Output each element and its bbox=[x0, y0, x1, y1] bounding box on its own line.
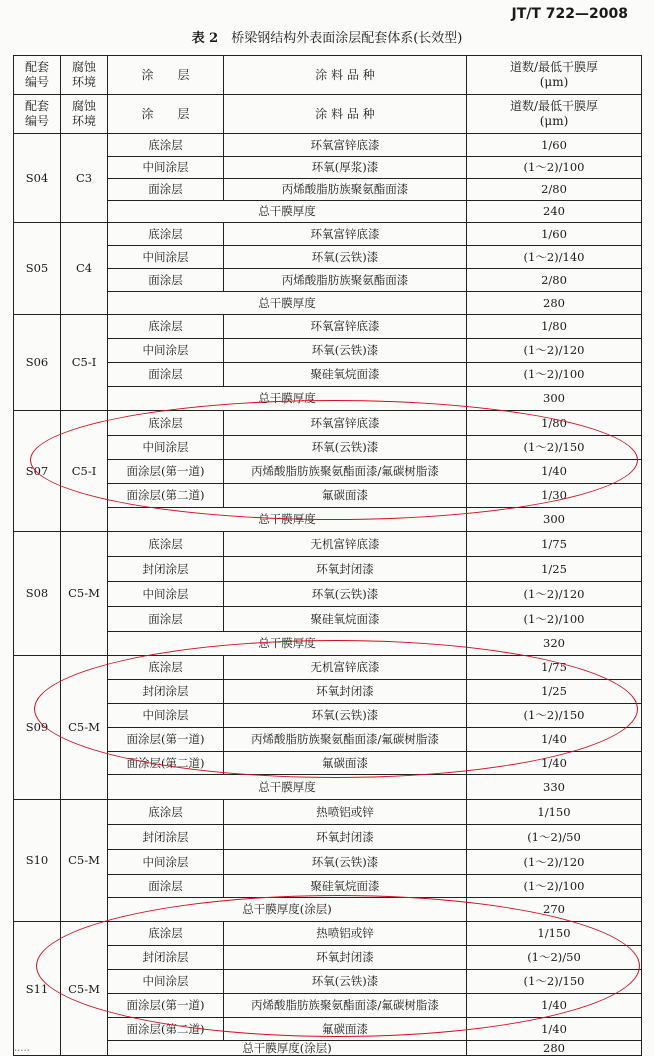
coating-layer: 面涂层 bbox=[108, 179, 224, 201]
coating-layer: 底涂层 bbox=[108, 315, 224, 339]
table-row bbox=[14, 607, 642, 632]
coats-thickness: (1～2)/120 bbox=[467, 582, 642, 607]
corrosion-env: C5-M bbox=[61, 922, 108, 1056]
coating-layer: 面涂层(第一道) bbox=[108, 994, 224, 1018]
header-product: 涂 料 品 种 bbox=[224, 56, 467, 95]
coats-thickness: (1～2)/120 bbox=[467, 339, 642, 363]
system-code: S06 bbox=[14, 315, 61, 411]
coating-layer: 面涂层(第二道) bbox=[108, 752, 224, 775]
total-thickness: 270 bbox=[467, 898, 642, 922]
total-label: 总干膜厚度 bbox=[108, 508, 467, 532]
coating-product: 环氧(云铁)漆 bbox=[224, 970, 467, 994]
header-env: 腐蚀 环境 bbox=[61, 56, 108, 95]
coating-product: 无机富锌底漆 bbox=[224, 656, 467, 680]
corrosion-env: C4 bbox=[61, 223, 108, 315]
coats-thickness: 1/75 bbox=[467, 532, 642, 557]
coating-layer: 中间涂层 bbox=[108, 704, 224, 728]
coating-product: 丙烯酸脂肪族聚氨酯面漆 bbox=[224, 269, 467, 292]
coating-layer: 底涂层 bbox=[108, 656, 224, 680]
system-code: S10 bbox=[14, 800, 61, 922]
standard-number: JT/T 722—2008 bbox=[511, 6, 628, 22]
table-number: 表 2 bbox=[191, 31, 219, 46]
header-code: 配套 编号 bbox=[14, 56, 61, 95]
total-row bbox=[14, 201, 642, 223]
corrosion-env: C5-M bbox=[61, 532, 108, 656]
coating-layer: 封闭涂层 bbox=[108, 680, 224, 704]
coating-product: 丙烯酸脂肪族聚氨酯面漆 bbox=[224, 179, 467, 201]
coating-product: 聚硅氧烷面漆 bbox=[224, 875, 467, 898]
total-row bbox=[14, 775, 642, 800]
coating-layer: 中间涂层 bbox=[108, 246, 224, 269]
coating-product: 聚硅氧烷面漆 bbox=[224, 363, 467, 387]
coating-product: 热喷铝或锌 bbox=[224, 922, 467, 946]
coating-layer: 中间涂层 bbox=[108, 850, 224, 875]
footnote-cutoff: ····· bbox=[14, 1046, 30, 1055]
system-code: S08 bbox=[14, 532, 61, 656]
coating-layer: 面涂层(第二道) bbox=[108, 1018, 224, 1041]
coating-product: 氟碳面漆 bbox=[224, 1018, 467, 1041]
coating-layer: 中间涂层 bbox=[108, 970, 224, 994]
coating-product: 丙烯酸脂肪族聚氨酯面漆/氟碳树脂漆 bbox=[224, 994, 467, 1018]
coating-layer: 封闭涂层 bbox=[108, 825, 224, 850]
coating-product: 环氧富锌底漆 bbox=[224, 134, 467, 157]
system-code: S04 bbox=[14, 134, 61, 223]
coats-thickness: 1/60 bbox=[467, 134, 642, 157]
coating-product: 环氧封闭漆 bbox=[224, 680, 467, 704]
table-row bbox=[14, 179, 642, 201]
total-row bbox=[14, 292, 642, 315]
table-row bbox=[14, 246, 642, 269]
coats-thickness: (1～2)/150 bbox=[467, 970, 642, 994]
system-code: S09 bbox=[14, 656, 61, 800]
coating-product: 环氧(云铁)漆 bbox=[224, 339, 467, 363]
coats-thickness: 1/40 bbox=[467, 1018, 642, 1041]
total-thickness: 300 bbox=[467, 508, 642, 532]
coats-thickness: (1～2)/100 bbox=[467, 157, 642, 179]
coats-thickness: 1/150 bbox=[467, 800, 642, 825]
coating-product: 环氧(云铁)漆 bbox=[224, 704, 467, 728]
table-row bbox=[14, 315, 642, 339]
coats-thickness: (1～2)/50 bbox=[467, 825, 642, 850]
system-code: S11 bbox=[14, 922, 61, 1056]
coating-layer: 底涂层 bbox=[108, 134, 224, 157]
coating-product: 环氧(云铁)漆 bbox=[224, 436, 467, 460]
coating-product: 环氧(云铁)漆 bbox=[224, 246, 467, 269]
corrosion-env: C5-M bbox=[61, 656, 108, 800]
coats-thickness: 1/25 bbox=[467, 557, 642, 582]
coating-product: 环氧富锌底漆 bbox=[224, 223, 467, 246]
coats-thickness: (1～2)/150 bbox=[467, 436, 642, 460]
coating-product: 环氧(厚浆)漆 bbox=[224, 157, 467, 179]
coating-layer: 面涂层(第一道) bbox=[108, 460, 224, 484]
table-caption: 桥梁钢结构外表面涂层配套体系(长效型) bbox=[231, 31, 463, 46]
coating-product: 丙烯酸脂肪族聚氨酯面漆/氟碳树脂漆 bbox=[224, 460, 467, 484]
table-row bbox=[14, 557, 642, 582]
annotation-ellipse-s11 bbox=[36, 895, 640, 1037]
coating-layer: 中间涂层 bbox=[108, 339, 224, 363]
header-thickness: 道数/最低干膜厚 (μm) bbox=[467, 95, 642, 134]
table-row bbox=[14, 134, 642, 157]
coating-layer: 面涂层 bbox=[108, 875, 224, 898]
coats-thickness: 1/40 bbox=[467, 994, 642, 1018]
coats-thickness: (1～2)/50 bbox=[467, 946, 642, 970]
total-label: 总干膜厚度 bbox=[108, 775, 467, 800]
table-title bbox=[0, 27, 654, 46]
coating-product: 丙烯酸脂肪族聚氨酯面漆/氟碳树脂漆 bbox=[224, 728, 467, 752]
header-row bbox=[14, 95, 642, 134]
coating-product: 环氧封闭漆 bbox=[224, 557, 467, 582]
annotation-ellipse-s07 bbox=[30, 400, 638, 520]
coating-product: 环氧(云铁)漆 bbox=[224, 850, 467, 875]
corrosion-env: C5-M bbox=[61, 800, 108, 922]
total-thickness: 240 bbox=[467, 201, 642, 223]
table-row bbox=[14, 339, 642, 363]
header-product: 涂 料 品 种 bbox=[224, 95, 467, 134]
table-row bbox=[14, 800, 642, 825]
coating-layer: 底涂层 bbox=[108, 922, 224, 946]
system-code: S05 bbox=[14, 223, 61, 315]
total-thickness: 330 bbox=[467, 775, 642, 800]
table-row bbox=[14, 532, 642, 557]
coats-thickness: (1～2)/120 bbox=[467, 850, 642, 875]
corrosion-env: C3 bbox=[61, 134, 108, 223]
coats-thickness: (1～2)/140 bbox=[467, 246, 642, 269]
header-layer: 涂 层 bbox=[108, 56, 224, 95]
coating-layer: 中间涂层 bbox=[108, 436, 224, 460]
coating-product: 聚硅氧烷面漆 bbox=[224, 607, 467, 632]
header-env: 腐蚀 环境 bbox=[61, 95, 108, 134]
header-thickness: 道数/最低干膜厚 (μm) bbox=[467, 56, 642, 95]
table-row bbox=[14, 269, 642, 292]
table-row bbox=[14, 363, 642, 387]
coats-thickness: 1/60 bbox=[467, 223, 642, 246]
coats-thickness: 1/40 bbox=[467, 728, 642, 752]
total-label: 总干膜厚度 bbox=[108, 387, 467, 411]
coating-product: 环氧(云铁)漆 bbox=[224, 582, 467, 607]
coats-thickness: 2/80 bbox=[467, 179, 642, 201]
coating-layer: 底涂层 bbox=[108, 223, 224, 246]
header-code: 配套 编号 bbox=[14, 95, 61, 134]
table-row bbox=[14, 850, 642, 875]
coating-layer: 封闭涂层 bbox=[108, 557, 224, 582]
coating-layer: 面涂层 bbox=[108, 269, 224, 292]
table-row bbox=[14, 157, 642, 179]
total-label: 总干膜厚度(涂层) bbox=[108, 898, 467, 922]
header-layer: 涂 层 bbox=[108, 95, 224, 134]
total-thickness: 320 bbox=[467, 632, 642, 656]
coats-thickness: 2/80 bbox=[467, 269, 642, 292]
coats-thickness: 1/40 bbox=[467, 460, 642, 484]
header-row bbox=[14, 56, 642, 95]
coating-layer: 底涂层 bbox=[108, 532, 224, 557]
corrosion-env: C5-I bbox=[61, 411, 108, 532]
coating-layer: 面涂层 bbox=[108, 363, 224, 387]
coating-product: 氟碳面漆 bbox=[224, 752, 467, 775]
total-label: 总干膜厚度 bbox=[108, 201, 467, 223]
coats-thickness: 1/80 bbox=[467, 411, 642, 436]
table-row bbox=[14, 582, 642, 607]
coats-thickness: (1～2)/150 bbox=[467, 704, 642, 728]
coats-thickness: 1/80 bbox=[467, 315, 642, 339]
coats-thickness: (1～2)/100 bbox=[467, 363, 642, 387]
coats-thickness: 1/75 bbox=[467, 656, 642, 680]
total-label: 总干膜厚度(涂层) bbox=[108, 1041, 467, 1056]
coats-thickness: 1/150 bbox=[467, 922, 642, 946]
table-row bbox=[14, 825, 642, 850]
coating-product: 环氧富锌底漆 bbox=[224, 411, 467, 436]
corrosion-env: C5-I bbox=[61, 315, 108, 411]
table-row bbox=[14, 223, 642, 246]
coating-layer: 面涂层(第一道) bbox=[108, 728, 224, 752]
total-label: 总干膜厚度 bbox=[108, 632, 467, 656]
coating-product: 环氧封闭漆 bbox=[224, 825, 467, 850]
coats-thickness: (1～2)/100 bbox=[467, 607, 642, 632]
total-thickness: 300 bbox=[467, 387, 642, 411]
coating-layer: 封闭涂层 bbox=[108, 946, 224, 970]
coating-product: 热喷铝或锌 bbox=[224, 800, 467, 825]
system-code: S07 bbox=[14, 411, 61, 532]
coating-layer: 面涂层 bbox=[108, 607, 224, 632]
annotation-ellipse-s09 bbox=[34, 640, 638, 778]
coating-product: 无机富锌底漆 bbox=[224, 532, 467, 557]
coating-layer: 中间涂层 bbox=[108, 157, 224, 179]
total-thickness: 280 bbox=[467, 292, 642, 315]
coating-product: 氟碳面漆 bbox=[224, 484, 467, 508]
total-thickness: 280 bbox=[467, 1041, 642, 1056]
total-label: 总干膜厚度 bbox=[108, 292, 467, 315]
coating-product: 环氧封闭漆 bbox=[224, 946, 467, 970]
coating-layer: 底涂层 bbox=[108, 800, 224, 825]
coats-thickness: 1/30 bbox=[467, 484, 642, 508]
coats-thickness: 1/40 bbox=[467, 752, 642, 775]
coats-thickness: (1～2)/100 bbox=[467, 875, 642, 898]
coats-thickness: 1/25 bbox=[467, 680, 642, 704]
coating-layer: 底涂层 bbox=[108, 411, 224, 436]
coating-layer: 中间涂层 bbox=[108, 582, 224, 607]
coating-product: 环氧富锌底漆 bbox=[224, 315, 467, 339]
coating-layer: 面涂层(第二道) bbox=[108, 484, 224, 508]
